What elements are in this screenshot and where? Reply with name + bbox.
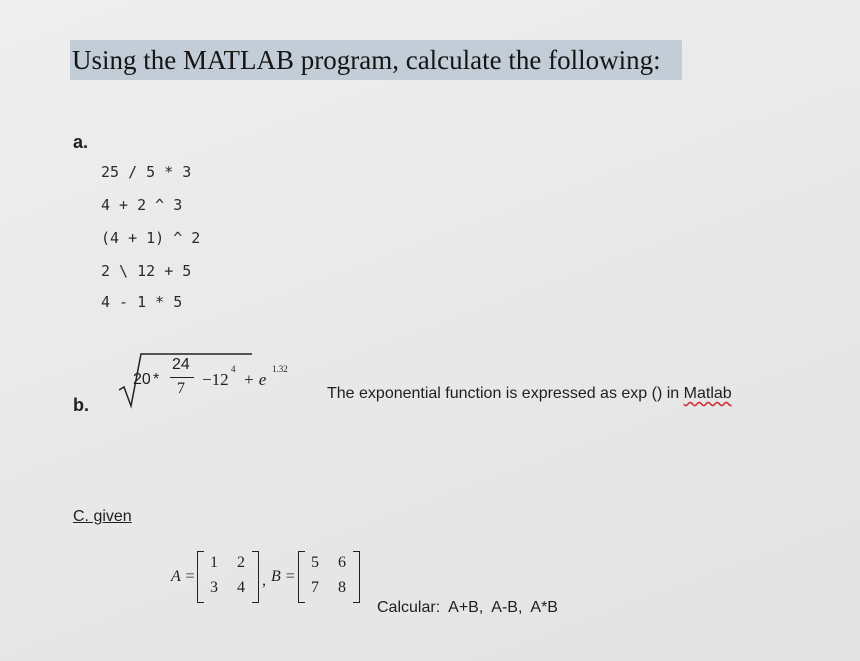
matrix-a-left-bracket xyxy=(197,551,204,603)
matrix-a-cell: 2 xyxy=(237,554,245,571)
section-a-label: a. xyxy=(73,132,89,152)
exp-note-matlab: Matlab xyxy=(683,385,732,402)
matrix-a xyxy=(197,551,259,601)
matrix-b-cell: 5 xyxy=(311,554,319,571)
matrix-a-cell: 4 xyxy=(237,579,245,596)
fraction-bar xyxy=(170,377,194,378)
matrix-b-cell: 7 xyxy=(311,579,319,596)
section-b-label: b. xyxy=(73,395,89,415)
matrix-b-right-bracket xyxy=(353,551,360,603)
expression-3: (4 + 1) ^ 2 xyxy=(101,229,201,247)
formula-e-power: 1.32 xyxy=(272,364,288,374)
matrix-a-right-bracket xyxy=(252,551,259,603)
matrix-a-cell: 3 xyxy=(210,579,218,596)
matrix-a-cell: 1 xyxy=(210,554,218,571)
expression-2: 4 + 2 ^ 3 xyxy=(101,196,183,214)
matrix-b-cell: 6 xyxy=(338,554,346,571)
exp-note-text: The exponential function is expressed as exp () in xyxy=(327,385,684,402)
exp-note xyxy=(327,385,732,403)
expression-1: 25 / 5 * 3 xyxy=(101,163,192,181)
sqrt-formula xyxy=(115,350,315,410)
expression-5: 4 - 1 * 5 xyxy=(101,293,183,311)
formula-minus: −12 xyxy=(202,370,229,389)
formula-term1: 20 xyxy=(133,371,151,388)
task-text: Calcular: A+B, A-B, A*B xyxy=(377,599,558,616)
formula-times: * xyxy=(153,371,160,388)
page-title: Using the MATLAB program, calculate the following: xyxy=(70,40,682,80)
matrix-b-name: B = xyxy=(271,568,296,585)
matrix-a-name: A = xyxy=(171,568,196,585)
formula-exp-power: 4 xyxy=(231,364,236,374)
matrix-b-cell: 8 xyxy=(338,579,346,596)
matrix-b xyxy=(298,551,360,601)
formula-numerator: 24 xyxy=(172,356,190,373)
formula-e: + e xyxy=(243,370,267,389)
section-c-label: C. given xyxy=(73,508,132,525)
formula-denominator: 7 xyxy=(177,380,185,397)
expression-4: 2 \ 12 + 5 xyxy=(101,262,192,280)
matrix-b-left-bracket xyxy=(298,551,305,603)
matrix-separator: , xyxy=(262,572,266,589)
